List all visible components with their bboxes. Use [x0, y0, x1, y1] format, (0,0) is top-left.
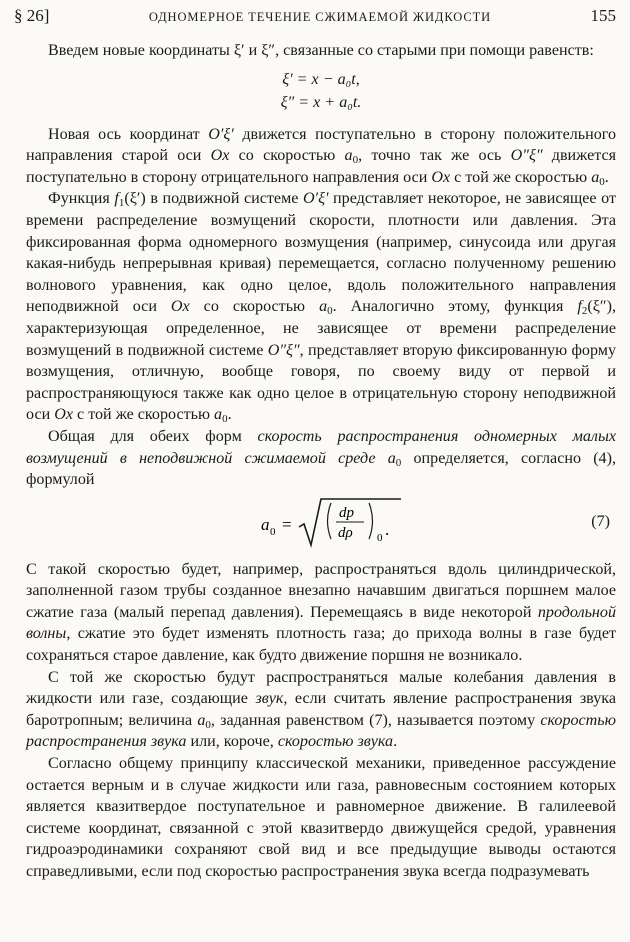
formula-numerator: dp [339, 504, 354, 521]
speed-of-sound-formula [261, 495, 431, 553]
page-number: 155 [590, 6, 616, 25]
left-paren [328, 503, 332, 539]
formula-7 [26, 495, 616, 553]
section-number: § 26] [14, 6, 50, 25]
paragraph-galilean: Согласно общему принципу классической механики, приведенное рассуждение остается верным и в случае жидкости или газа, равновесным состоянием которых является квазитвердое поступательное и равномерное движение. В галилеевой системе координат, связанной с этой квазитвердо движущейся средой, уравнения гидроаэродинамики сохраняют свой вид и все предыдущие выводы остаются справедливыми, если под скоростью распространения звука всегда подразумевать [26, 755, 616, 880]
formula-period: . [385, 519, 390, 539]
page-body [26, 40, 616, 883]
paragraph-propagation-speed: Общая для обеих форм скорость распространения одномерных малых возмущений в неподвижной сжимаемой среде $a_0$ определяется, согласно (4), формулой [26, 427, 616, 489]
coordinate-equations [26, 68, 616, 114]
paragraph-piston: С такой скоростью будет, например, распространяться вдоль цилиндрической, заполненной газом трубы созданное внезапно начавшим двигаться поршнем малое сжатие газа (малый перепад давления). Перемещаясь в виде некоторой продольной волны, сжатие это будет изменять плотность газа; до прихода волны в газе будет сохраняться старое давление, как будто движение поршня не возникало. [26, 560, 616, 665]
paragraph-intro: Введем новые координаты ξ′ и ξ″, связанные со старыми при помощи равенств: [48, 42, 594, 59]
paragraph-axes: Новая ось координат O′ξ′ движется поступательно в сторону положительного направления старой оси Ox со скоростью $a_0$, точно так же ось O″ξ″ движется поступательно в сторону отрицательного направления оси Ox с той же скоростью $a_0$. [26, 125, 616, 188]
equation-xi-prime: ξ′ = x − a₀t, [282, 70, 360, 88]
formula-lhs-subscript: 0 [270, 525, 276, 538]
right-paren [369, 503, 373, 539]
paragraph-sound: С той же скоростью будут распространяться малые колебания давления в жидкости или газе, создающие звук, если считать явление распространения звука баротропным; величина $a_0$, заданная равенством (7), называется поэтому скоростью распространения звука или, короче, скоростью звука. [26, 668, 616, 751]
running-title: ОДНОМЕРНОЕ ТЕЧЕНИЕ СЖИМАЕМОЙ ЖИДКОСТИ [148, 10, 492, 24]
formula-denominator: dρ [338, 524, 353, 541]
page-header [14, 6, 616, 28]
paragraph-functions: Функция $f_1(\xi')$ в подвижной системе O′ξ′ представляет некоторое, не зависящее от времени распределение возмущений скорости, плотности или давления. Эта фиксированная форма одномерного возмущения (например, синусоида или другая какая-нибудь непрерывная кривая) перемещается, согласно полученному решению волнового уравнения, как одно целое, вдоль положительного направления неподвижной оси Ox со скоростью $a_0$. Аналогично этому, функция $f_2(\xi'')$, характеризующая определенное, не зависящее от времени распределение возмущений в подвижной системе O″ξ″, представляет вторую фиксированную форму возмущения, отличную, вообще говоря, по своему виду от первой и распространяющуюся также как одно целое в отрицательную сторону неподвижной оси Ox с той же скоростью $a_0$. [26, 190, 616, 426]
formula-equals: = [282, 514, 292, 534]
formula-outer-subscript: 0 [377, 531, 383, 544]
equation-xi-double-prime: ξ″ = x + a₀t. [280, 93, 362, 111]
formula-lhs: a [261, 514, 270, 534]
equation-number: (7) [591, 512, 610, 530]
